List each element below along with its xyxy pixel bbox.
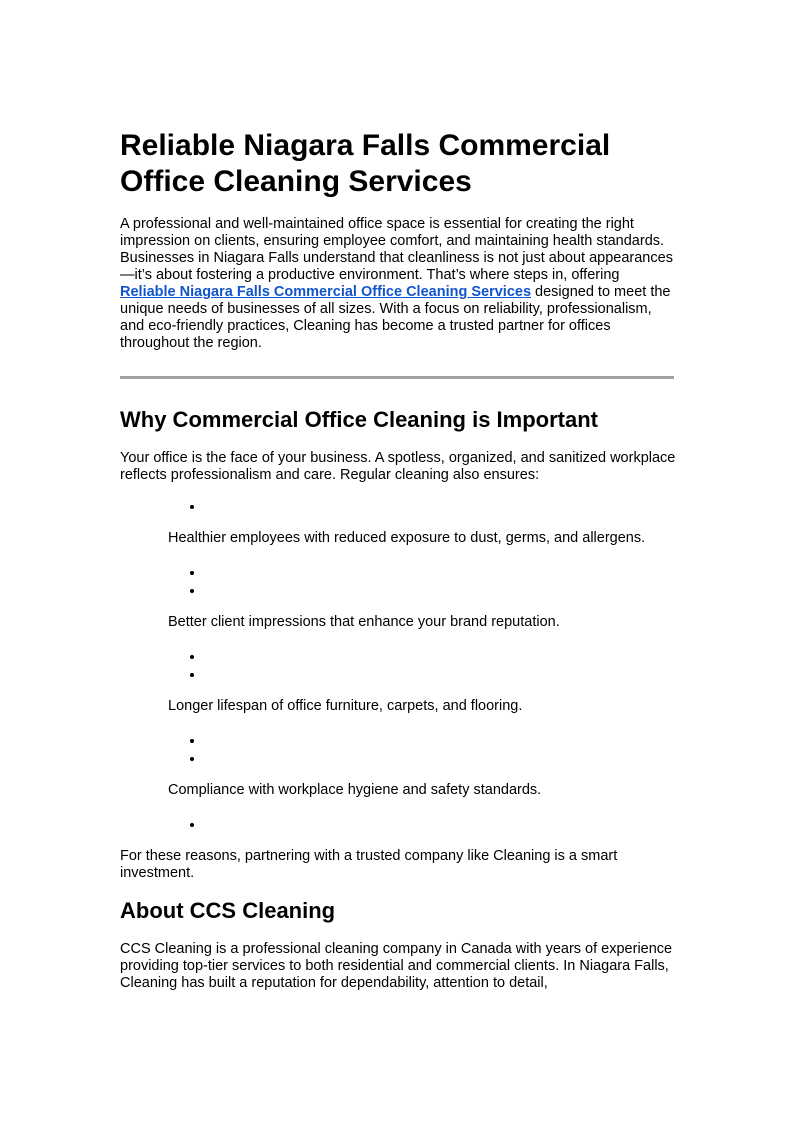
intro-text-before-link: A professional and well-maintained office space is essential for creating the right impression on clients, ensuring employee comfort, and maintaining health standards. Businesses in Niagara Falls understand that cleanliness is not just about appearances—it’s about fostering a productive environment. That’s where steps in, offering — [120, 216, 673, 283]
intro-text-after-link: designed to meet the unique needs of businesses of all sizes. With a focus on reliability, professionalism, and eco-friendly practices, Cleaning has become a trusted partner for offices throughout the region. — [120, 284, 671, 351]
bullet-dot-icon — [190, 739, 194, 743]
bullet-dot-icon — [190, 505, 194, 509]
list-bullet — [190, 666, 676, 684]
list-bullet — [190, 582, 676, 600]
page-title: Reliable Niagara Falls Commercial Office Cleaning Services — [120, 129, 611, 198]
bullet-dot-icon — [190, 823, 194, 827]
benefit-item: Healthier employees with reduced exposure to dust, germs, and allergens. — [168, 530, 646, 546]
benefit-item: Better client impressions that enhance your brand reputation. — [168, 614, 560, 630]
section-heading-why: Why Commercial Office Cleaning is Important — [120, 407, 598, 432]
list-bullet — [190, 750, 676, 768]
why-closing-paragraph: For these reasons, partnering with a trusted company like Cleaning is a smart investment. — [120, 848, 618, 881]
services-link[interactable]: Reliable Niagara Falls Commercial Office Cleaning Services — [120, 284, 532, 300]
bullet-dot-icon — [190, 589, 194, 593]
about-paragraph: CCS Cleaning is a professional cleaning company in Canada with years of experience providing top-tier services to both residential and commercial clients. In Niagara Falls, Cleaning has built a reputation for dependability, attention to detail, — [120, 941, 673, 991]
document-page — [120, 128, 676, 992]
intro-paragraph — [120, 216, 676, 352]
benefit-item: Compliance with workplace hygiene and safety standards. — [168, 782, 542, 798]
bullet-dot-icon — [190, 673, 194, 677]
section-heading-about: About CCS Cleaning — [120, 898, 336, 923]
benefit-item: Longer lifespan of office furniture, carpets, and flooring. — [168, 698, 523, 714]
bullet-dot-icon — [190, 571, 194, 575]
bullet-dot-icon — [190, 757, 194, 761]
list-bullet — [190, 648, 676, 666]
horizontal-divider — [120, 376, 674, 379]
list-bullet — [190, 498, 676, 516]
list-bullet — [190, 564, 676, 582]
list-bullet — [190, 816, 676, 834]
why-intro-paragraph: Your office is the face of your business. A spotless, organized, and sanitized workplace reflects professionalism and care. Regular cleaning also ensures: — [120, 450, 676, 483]
list-bullet — [190, 732, 676, 750]
bullet-dot-icon — [190, 655, 194, 659]
